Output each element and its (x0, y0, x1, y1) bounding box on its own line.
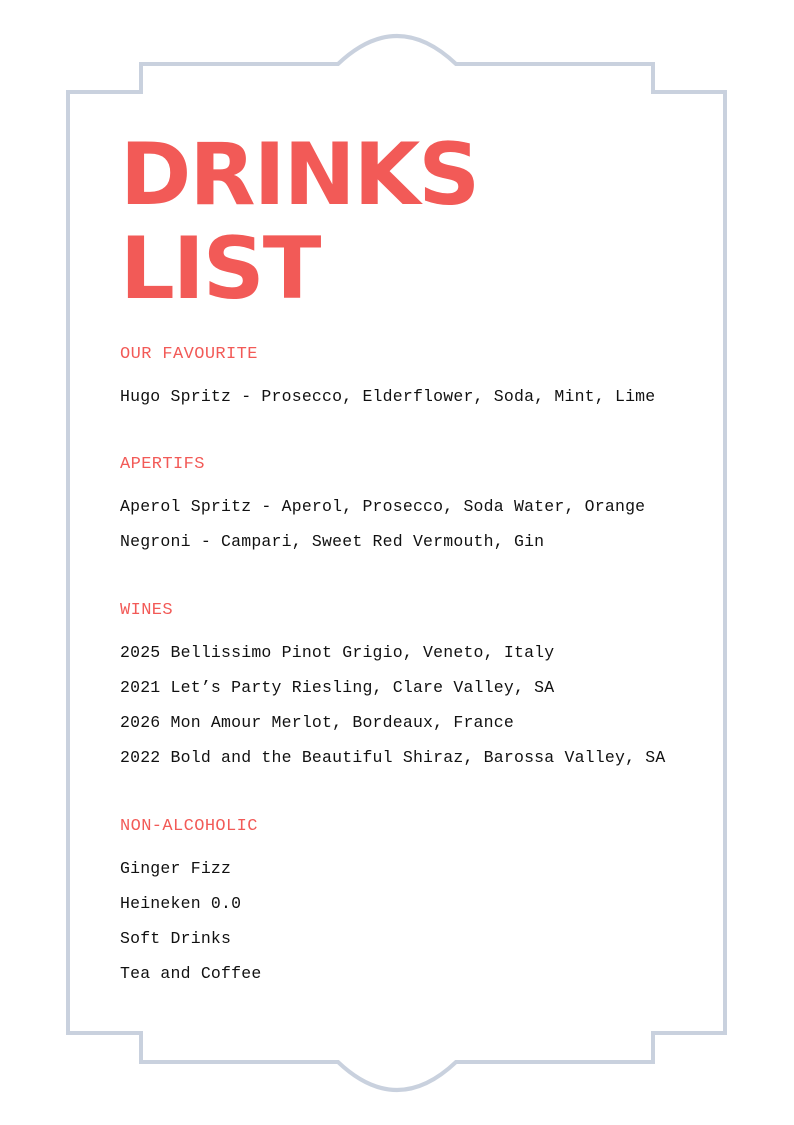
section-heading: APERTIFS (120, 455, 205, 474)
drink-item: Soft Drinks (120, 929, 232, 948)
drink-item: 2026 Mon Amour Merlot, Bordeaux, France (120, 713, 514, 732)
section-heading: OUR FAVOURITE (120, 345, 258, 364)
drink-item: Tea and Coffee (120, 964, 262, 983)
section-non-alcoholic (120, 817, 261, 991)
menu-title (120, 125, 710, 319)
section-wines (120, 601, 666, 775)
drinks-list (120, 851, 261, 991)
drink-item: 2022 Bold and the Beautiful Shiraz, Barossa Valley, SA (120, 748, 666, 767)
drink-item: Negroni - Campari, Sweet Red Vermouth, Gin (120, 532, 545, 551)
section-apertifs (120, 455, 645, 559)
section-our-favourite (120, 345, 655, 414)
drink-item: Aperol Spritz - Aperol, Prosecco, Soda Water, Orange (120, 497, 646, 516)
drink-item: Heineken 0.0 (120, 894, 242, 913)
drinks-list (120, 379, 655, 414)
drink-item: 2021 Let’s Party Riesling, Clare Valley, SA (120, 678, 555, 697)
drink-item: 2025 Bellissimo Pinot Grigio, Veneto, Italy (120, 643, 555, 662)
menu-title-line-1: DRINKS (120, 125, 479, 225)
menu-title-line-2: LIST (120, 219, 320, 319)
section-heading: WINES (120, 601, 174, 620)
drinks-list (120, 635, 666, 775)
drinks-list (120, 489, 645, 559)
section-heading: NON-ALCOHOLIC (120, 817, 258, 836)
drink-item: Hugo Spritz - Prosecco, Elderflower, Soda, Mint, Lime (120, 387, 656, 406)
drink-item: Ginger Fizz (120, 859, 232, 878)
menu-content (120, 125, 710, 983)
